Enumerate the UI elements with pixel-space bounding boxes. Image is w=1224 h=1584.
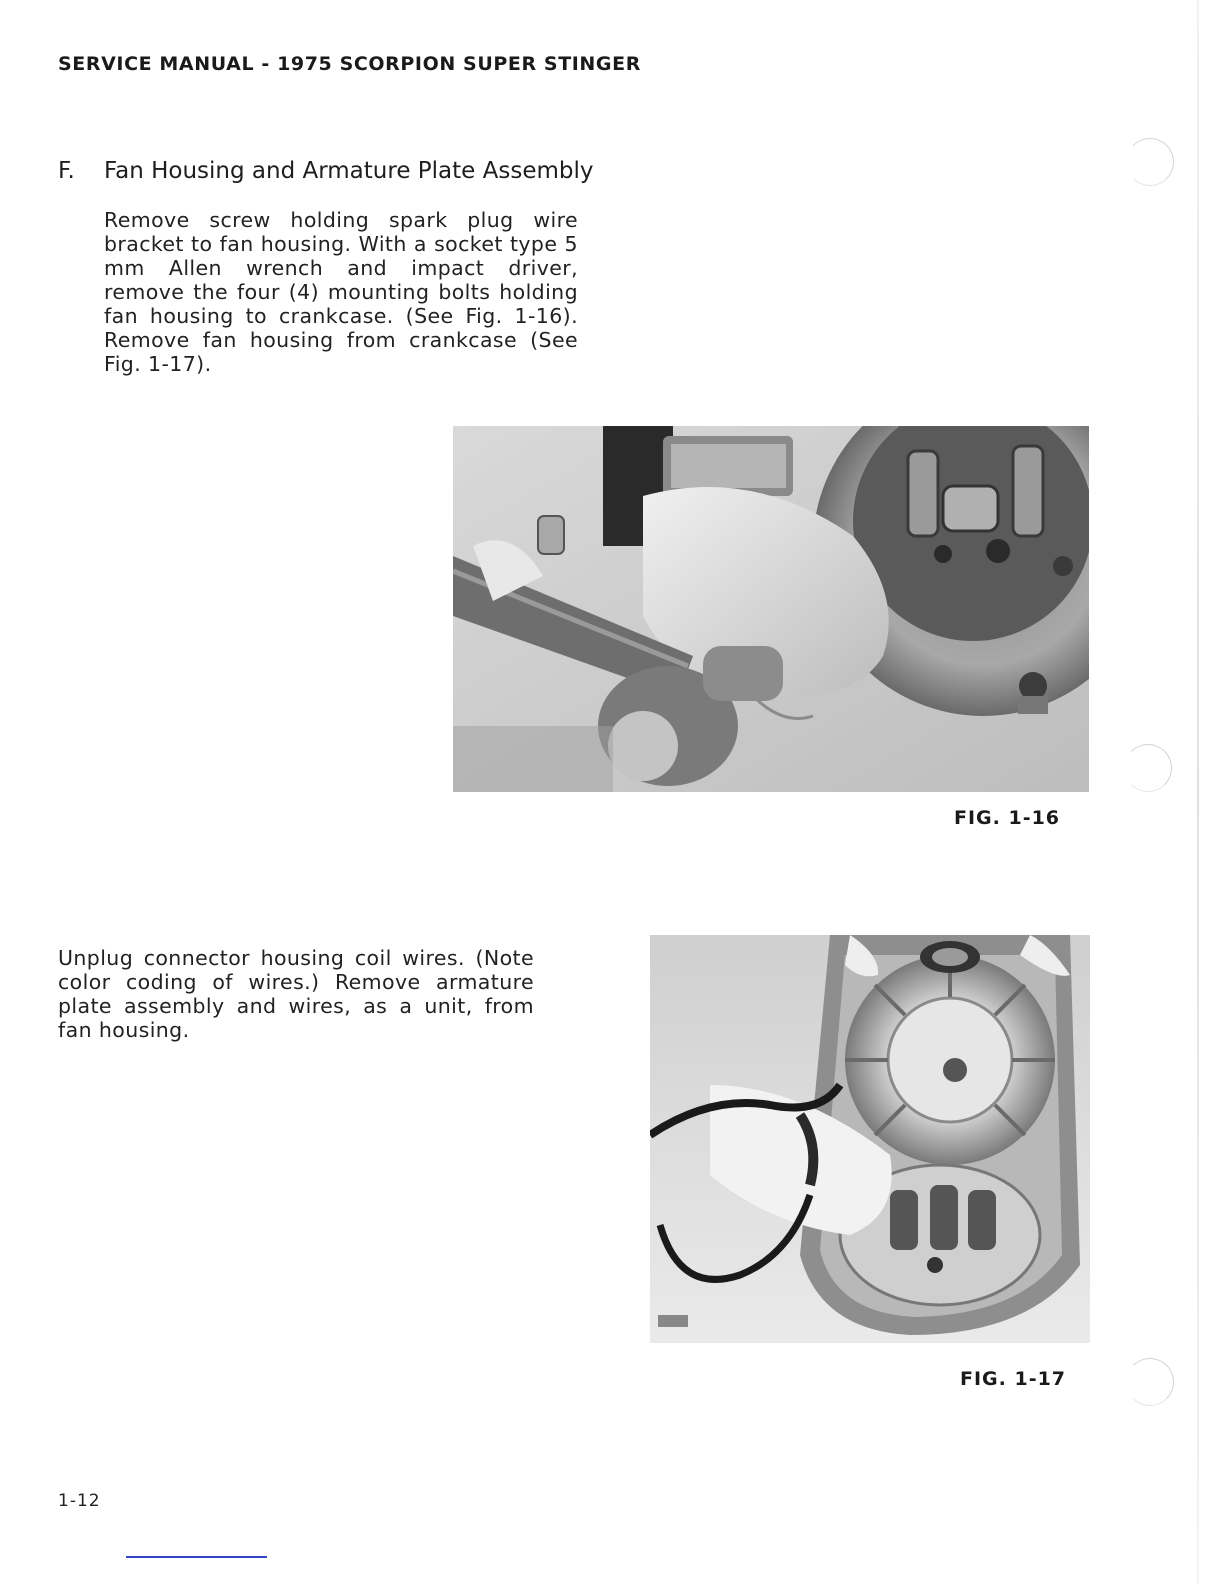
blue-underline-mark: [126, 1556, 267, 1558]
binder-hole-mark: [1126, 138, 1174, 186]
figure-1-17-caption: FIG. 1-17: [960, 1368, 1067, 1390]
figure-1-16-caption: FIG. 1-16: [954, 807, 1061, 829]
figure-1-16-photo: [453, 426, 1089, 792]
binder-hole-mark: [1124, 744, 1172, 792]
figure-1-17-photo: [650, 935, 1090, 1343]
page-edge-line: [1197, 0, 1199, 1584]
instruction-paragraph-armature-plate: Unplug connector housing coil wires. (Note color coding of wires.) Remove armature plate assembly and wires, as a unit, from fan housing.: [58, 946, 534, 1042]
instruction-paragraph-fan-housing: Remove screw holding spark plug wire bracket to fan housing. With a socket type 5 mm Allen wrench and impact driver, remove the four (4) mounting bolts holding fan housing to crankcase. (See Fig. 1-16). Remove fan housing from crankcase (See Fig. 1-17).: [104, 208, 578, 376]
page-number: 1-12: [58, 1491, 101, 1511]
section-title: Fan Housing and Armature Plate Assembly: [104, 158, 594, 184]
binder-hole-mark: [1126, 1358, 1174, 1406]
manual-header: SERVICE MANUAL - 1975 SCORPION SUPER STINGER: [58, 53, 641, 75]
section-letter: F.: [58, 158, 75, 184]
